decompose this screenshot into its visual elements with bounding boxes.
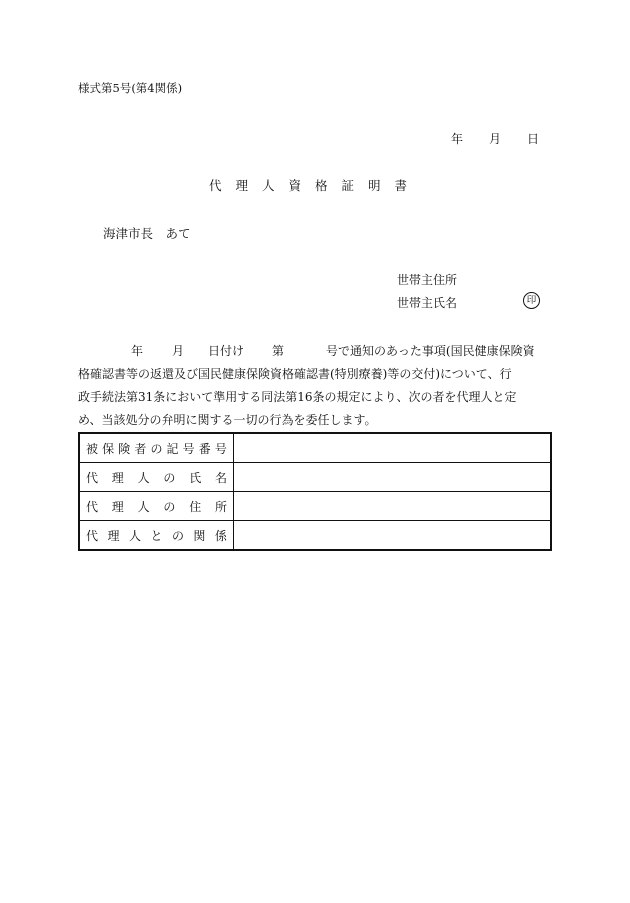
label-char: 代 <box>86 470 99 485</box>
insured-number-field[interactable] <box>234 433 552 463</box>
ref-number-prefix: 第 <box>272 344 285 358</box>
ref-dated-label: 日付け <box>208 344 245 358</box>
date-day-label: 日 <box>527 132 540 146</box>
row-label <box>79 521 234 551</box>
document-title: 代理人資格証明書 <box>208 178 421 193</box>
ref-month-label: 月 <box>172 344 185 358</box>
table-row <box>79 521 551 551</box>
label-char: 関 <box>193 528 206 543</box>
row-label <box>79 433 234 463</box>
label-char: 係 <box>214 528 227 543</box>
row-label <box>79 463 234 492</box>
table-row <box>79 433 551 463</box>
household-head-name-label: 世帯主氏名 <box>397 296 458 310</box>
label-char: 代 <box>86 528 99 543</box>
label-char: 理 <box>111 499 124 514</box>
label-char: 険 <box>118 441 131 456</box>
label-char: 号 <box>214 441 227 456</box>
spaced-label <box>86 527 227 544</box>
label-char: の <box>171 528 184 543</box>
label-char: 者 <box>134 441 147 456</box>
label-char: 人 <box>128 528 141 543</box>
form-number: 様式第5号(第4関係) <box>78 81 183 95</box>
spaced-label <box>86 498 227 515</box>
addressee: 海津市長 あて <box>103 226 191 241</box>
label-char: 号 <box>182 441 195 456</box>
label-char: 所 <box>214 499 227 514</box>
label-char: 人 <box>137 499 150 514</box>
label-char: 理 <box>111 470 124 485</box>
table-row <box>79 463 551 492</box>
label-char: 保 <box>102 441 115 456</box>
proxy-address-field[interactable] <box>234 492 552 521</box>
proxy-info-table <box>78 432 552 551</box>
notice-line: 政手続法第31条において準用する同法第16条の規定により、次の者を代理人と定 <box>78 390 517 404</box>
label-char: 被 <box>86 441 99 456</box>
seal-mark: 印 <box>523 292 540 309</box>
label-char: の <box>163 499 176 514</box>
date-year-label: 年 <box>451 132 464 146</box>
notice-line: 格確認書等の返還及び国民健康保険資格確認書(特別療養)等の交付)について、行 <box>78 367 512 381</box>
label-char: 理 <box>107 528 120 543</box>
ref-year-label: 年 <box>131 344 144 358</box>
row-label <box>79 492 234 521</box>
label-char: 住 <box>189 499 202 514</box>
notice-reference-line <box>78 340 552 363</box>
proxy-relationship-field[interactable] <box>234 521 552 551</box>
label-char: 番 <box>198 441 211 456</box>
spaced-label <box>86 440 227 457</box>
label-char: 名 <box>214 470 227 485</box>
notice-line: め、当該処分の弁明に関する一切の行為を委任します。 <box>78 413 377 427</box>
label-char: と <box>150 528 163 543</box>
label-char: 氏 <box>189 470 202 485</box>
label-char: 記 <box>166 441 179 456</box>
label-char: の <box>150 441 163 456</box>
notice-paragraph <box>78 340 552 432</box>
label-char: 代 <box>86 499 99 514</box>
proxy-name-field[interactable] <box>234 463 552 492</box>
label-char: の <box>163 470 176 485</box>
ref-number-suffix: 号で通知のあった事項(国民健康保険資 <box>326 344 535 358</box>
spaced-label <box>86 469 227 486</box>
household-head-address-label: 世帯主住所 <box>397 273 458 287</box>
date-month-label: 月 <box>489 132 502 146</box>
table-row <box>79 492 551 521</box>
label-char: 人 <box>137 470 150 485</box>
